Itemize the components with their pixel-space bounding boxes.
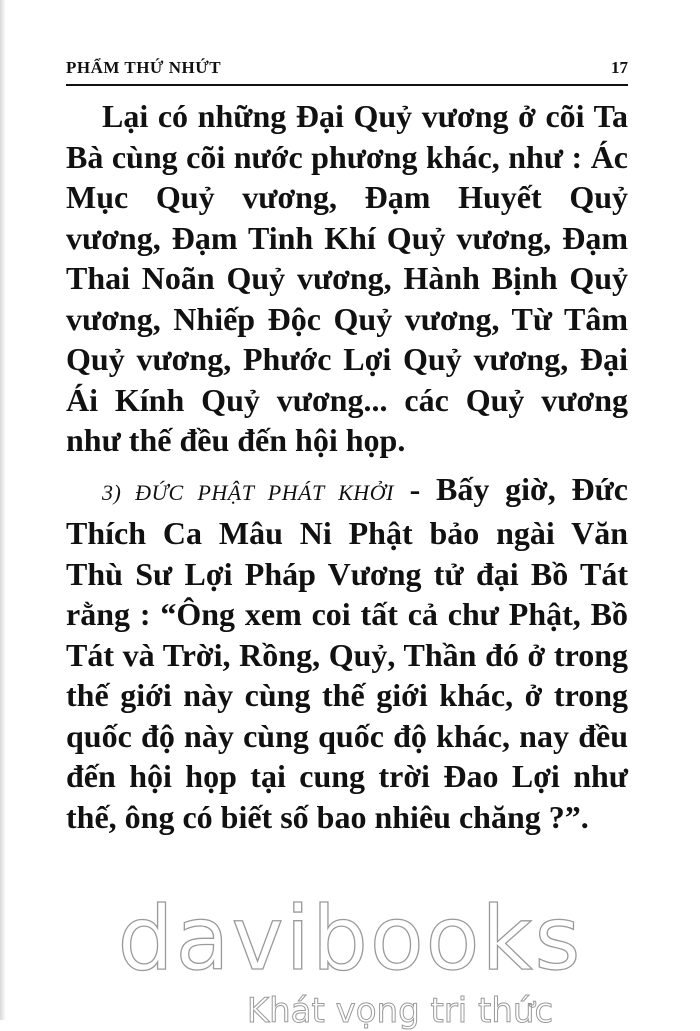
chapter-title: PHẨM THỨ NHỨT [66, 58, 222, 77]
page-body [66, 96, 628, 837]
paragraph-ghost-kings: Lại có những Đại Quỷ vương ở cõi Ta Bà cùng cõi nước phương khác, như : Ác Mục Quỷ vương, Đạm Huyết Quỷ vương, Đạm Tinh Khí Quỷ vương, Đạm Thai Noãn Quỷ vương, Hành Bịnh Quỷ vương, Nhiếp Độc Quỷ vương, Từ Tâm Quỷ vương, Phước Lợi Quỷ vương, Đại Ái Kính Quỷ vương... các Quỷ vương như thế đều đến hội họp. [66, 98, 628, 458]
paragraph-buddha-speaks-text: - Bấy giờ, Đức Thích Ca Mâu Ni Phật bảo ngài Văn Thù Sư Lợi Pháp Vương tử đại Bồ Tát rằng : “Ông xem coi tất cả chư Phật, Bồ Tát và Trời, Rồng, Quỷ, Thần đó ở trong thế giới này cùng thế giới khác, ở trong quốc độ này cùng quốc độ khác, nay đều đến hội họp tại cung trời Đao Lợi như thế, ông có biết số bao nhiêu chăng ?”. [66, 470, 628, 835]
page-number: 17 [611, 58, 628, 77]
watermark-logo: davibooks [117, 887, 583, 990]
publisher-watermark [0, 887, 700, 1031]
paragraph-buddha-speaks [66, 469, 628, 838]
section-heading: 3) ĐỨC PHẬT PHÁT KHỞI [102, 479, 394, 505]
watermark-tagline: Khát vọng tri thức [246, 991, 554, 1031]
page-edge-shadow [0, 0, 6, 1020]
page-header [66, 58, 628, 86]
